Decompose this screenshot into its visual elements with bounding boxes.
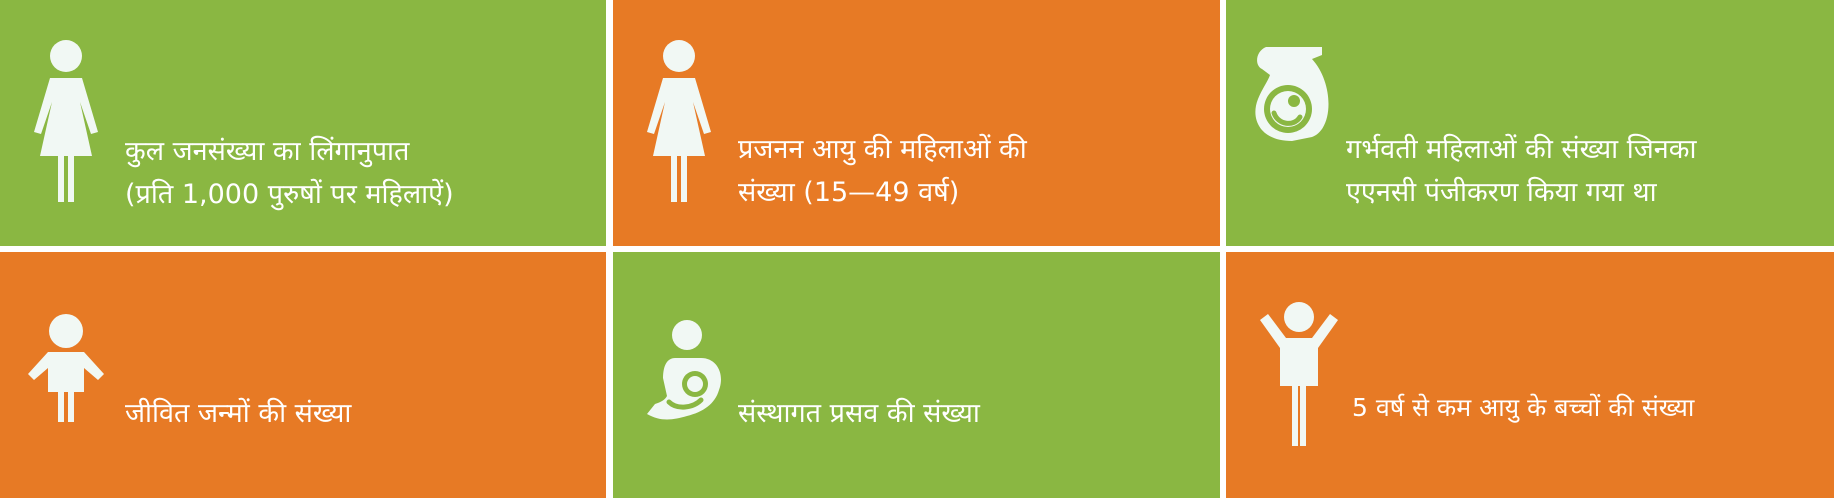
label-line-2: (प्रति 1,000 पुरुषों पर महिलाऐं)	[125, 179, 454, 210]
label-line-1: संस्थागत प्रसव की संख्या	[738, 398, 980, 429]
label-line-2: एएनसी पंजीकरण किया गया था	[1346, 177, 1657, 208]
pregnancy-icon	[1250, 45, 1334, 141]
label-line-1: 5 वर्ष से कम आयु के बच्चों की संख्या	[1352, 393, 1695, 422]
woman-icon	[643, 40, 715, 202]
woman-icon	[30, 40, 102, 202]
tile-label	[125, 130, 454, 216]
label-line-1: प्रजनन आयु की महिलाओं की	[738, 134, 1027, 165]
tile-label	[738, 128, 1027, 214]
label-line-1: गर्भवती महिलाओं की संख्या जिनका	[1346, 134, 1697, 165]
tile-label	[738, 392, 980, 435]
mother-baby-icon	[643, 320, 723, 424]
tile-children-under-five	[1226, 252, 1834, 498]
kid-arms-up-icon	[1258, 302, 1340, 446]
tile-label	[125, 392, 351, 435]
label-line-2: संख्या (15—49 वर्ष)	[738, 177, 960, 208]
tile-reproductive-age-women	[613, 0, 1220, 246]
label-line-1: कुल जनसंख्या का लिंगानुपात	[125, 136, 410, 167]
tile-anc-registration	[1226, 0, 1834, 246]
tile-live-births	[0, 252, 606, 498]
child-icon	[26, 314, 106, 424]
tile-institutional-deliveries	[613, 252, 1220, 498]
tile-label	[1346, 128, 1696, 214]
tile-label	[1352, 386, 1694, 429]
tile-sex-ratio	[0, 0, 606, 246]
label-line-1: जीवित जन्मों की संख्या	[125, 398, 352, 429]
